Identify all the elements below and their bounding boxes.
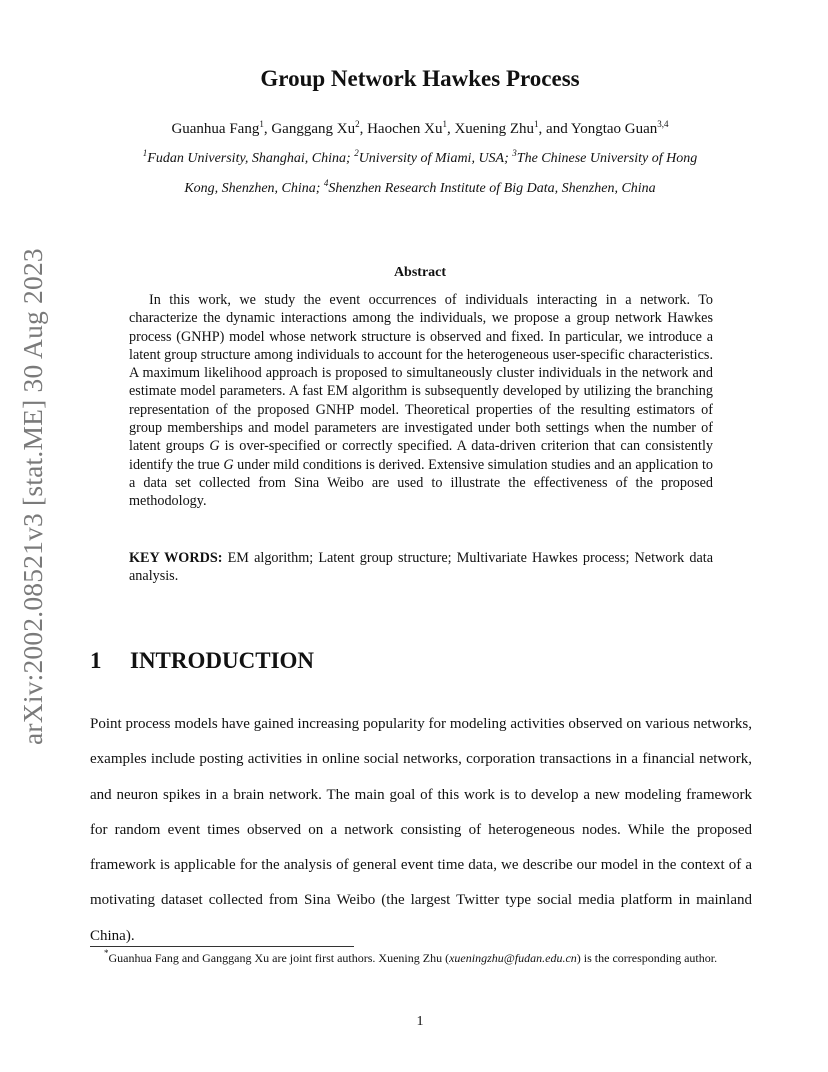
affiliation-mark: 4: [323, 178, 329, 188]
affiliations-line-1: [0, 148, 828, 167]
intro-paragraph: Point process models have gained increasing popularity for modeling activities observed on various networks, examples include posting activities in online social networks, corporation transactions in a financial network, and neuron spikes in a brain network. The main goal of this work is to develop a new modeling framework for random event times observed on a network consisting of heterogeneous nodes. While the proposed framework is applicable for the analysis of general event time data, we describe our model in the context of a motivating dataset collected from Sina Weibo (the largest Twitter type social media platform in mainland China).: [90, 716, 752, 944]
author-affiliation-mark: 3,4: [657, 119, 669, 129]
section-heading: [90, 648, 314, 674]
footnote: [90, 950, 752, 966]
abstract-part: is over-specified or correctly specified. A data-driven criterion that can consistently identify the true: [129, 438, 713, 473]
math-symbol-g: G: [209, 438, 220, 455]
footnote-rule: [90, 946, 354, 947]
affiliation: Kong, Shenzhen, China;: [184, 181, 324, 196]
footnote-mark: *: [104, 948, 109, 958]
abstract-heading: Abstract: [393, 265, 447, 280]
author-name: , Ganggang Xu: [263, 121, 356, 137]
keywords-text: EM algorithm; Latent group structure; Multivariate Hawkes process; Network data analysis.: [129, 550, 713, 585]
section-number: 1: [90, 648, 102, 673]
author-name: , Haochen Xu: [359, 121, 443, 137]
keywords: [129, 549, 713, 586]
author-affiliation-mark: 2: [355, 119, 360, 129]
footnote-text: ) is the corresponding author.: [576, 951, 718, 965]
math-symbol-g: G: [223, 456, 234, 473]
affiliation: Fudan University, Shanghai, China;: [147, 151, 355, 166]
author-affiliation-mark: 1: [442, 119, 447, 129]
affiliation-mark: 2: [354, 148, 359, 158]
affiliation-mark: 1: [142, 148, 148, 158]
affiliation-mark: 3: [512, 148, 517, 158]
footnote-text: Guanhua Fang and Ganggang Xu are joint first authors. Xuening Zhu (: [108, 951, 450, 965]
keywords-label: KEY WORDS:: [129, 550, 223, 566]
author-affiliation-mark: 1: [259, 119, 264, 129]
abstract-text: [129, 291, 713, 511]
page-number: 1: [416, 1014, 424, 1029]
author-affiliation-mark: 1: [534, 119, 539, 129]
paper-title: Group Network Hawkes Process: [260, 66, 580, 91]
section-title: INTRODUCTION: [130, 648, 315, 673]
affiliations-line-2: [0, 178, 828, 197]
abstract-part: under mild conditions is derived. Extensive simulation studies and an application to a data set collected from Sina Weibo are used to illustrate the effectiveness of the proposed methodology.: [129, 456, 713, 510]
author-name: Guanhua Fang: [171, 121, 260, 137]
affiliation: Shenzhen Research Institute of Big Data, Shenzhen, China: [328, 181, 656, 196]
author-name: , and Yongtao Guan: [538, 121, 658, 137]
author-list: [0, 121, 828, 138]
affiliation: University of Miami, USA;: [358, 151, 513, 166]
footnote-email: xueningzhu@fudan.edu.cn: [449, 951, 577, 965]
author-name: , Xuening Zhu: [446, 121, 535, 137]
abstract-part: In this work, we study the event occurrences of individuals interacting in a network. To characterize the dynamic interactions among the individuals, we propose a group network Hawkes process (GNHP) model whose network structure is observed and fixed. In particular, we introduce a latent group structure among individuals to account for the heterogeneous user-specific characteristics. A maximum likelihood approach is proposed to simultaneously cluster individuals in the network and estimate model parameters. A fast EM algorithm is subsequently developed by utilizing the branching representation of the proposed GNHP model. Theoretical properties of the resulting estimators of group memberships and model parameters are investigated under both settings when the number of latent groups: [129, 292, 713, 455]
affiliation: The Chinese University of Hong: [516, 151, 698, 166]
arxiv-stamp: arXiv:2002.08521v3 [stat.ME] 30 Aug 2023: [17, 248, 48, 745]
